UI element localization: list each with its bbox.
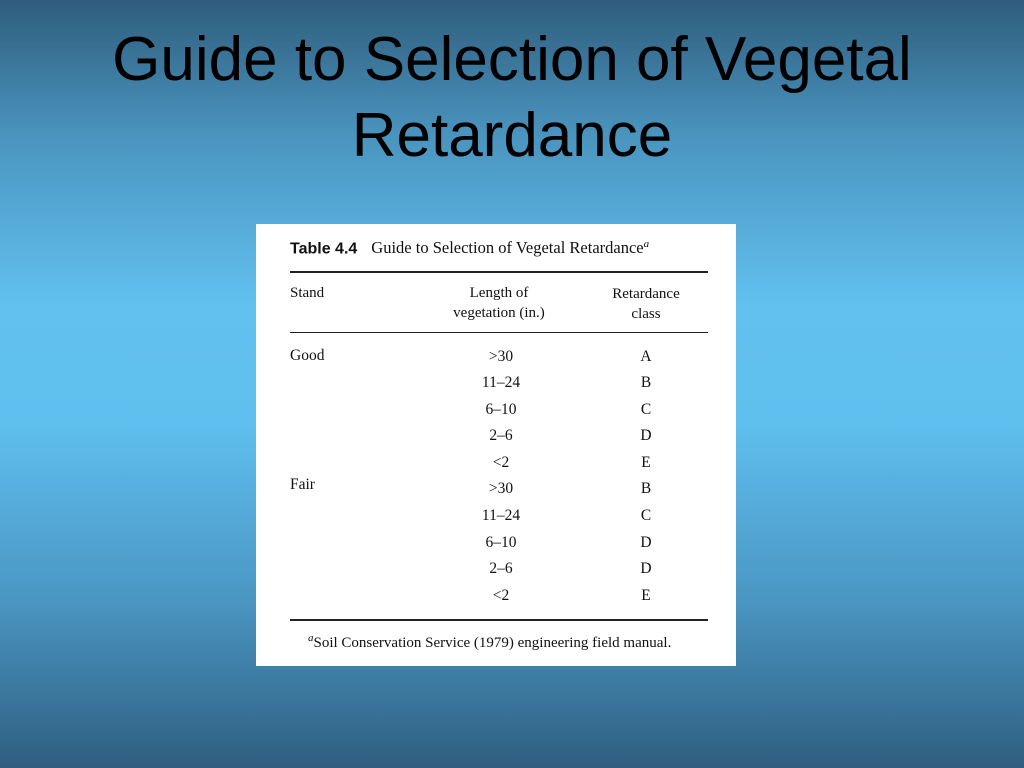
table-row — [256, 401, 736, 427]
class-cell: D — [640, 534, 652, 551]
slide-title — [0, 22, 1024, 174]
header-class-line-2: class — [631, 306, 661, 322]
bottom-rule — [290, 619, 708, 621]
header-stand: Stand — [290, 285, 325, 301]
length-cell: >30 — [488, 480, 514, 497]
footnote-text: Soil Conservation Service (1979) engineering field manual. — [313, 635, 672, 651]
class-cell: C — [640, 401, 652, 418]
class-cell: A — [640, 348, 652, 365]
header-rule — [290, 332, 708, 333]
table-caption — [290, 238, 649, 258]
table-row — [256, 454, 736, 480]
table-row — [256, 587, 736, 613]
length-cell: >30 — [488, 348, 514, 365]
table-row — [256, 507, 736, 533]
length-cell: 2–6 — [489, 427, 513, 444]
length-cell: 6–10 — [485, 534, 517, 551]
length-cell: <2 — [492, 454, 510, 471]
footnote-marker: a — [308, 632, 314, 644]
table-row — [256, 374, 736, 400]
slide-title-line-2: Retardance — [351, 101, 673, 170]
table-footnote — [308, 632, 671, 652]
retardance-table — [256, 224, 736, 666]
table-title-note-marker: a — [643, 238, 650, 250]
class-cell: B — [640, 480, 652, 497]
slide-title-line-1: Guide to Selection of Vegetal — [112, 25, 912, 94]
table-number: Table 4.4 — [290, 240, 358, 258]
class-cell: E — [641, 587, 651, 604]
header-length-line-1: Length of — [469, 285, 529, 301]
header-length — [434, 283, 564, 323]
header-class — [596, 284, 696, 324]
class-cell: D — [640, 560, 652, 577]
class-cell: D — [640, 427, 652, 444]
class-cell: E — [641, 454, 651, 471]
table-title: Guide to Selection of Vegetal Retardance — [371, 238, 644, 258]
class-cell: B — [640, 374, 652, 391]
table-row — [256, 348, 736, 374]
stand-good: Good — [290, 347, 325, 364]
top-rule — [290, 271, 708, 273]
header-class-line-1: Retardance — [612, 286, 680, 302]
stand-fair: Fair — [290, 476, 315, 493]
length-cell: 11–24 — [481, 374, 521, 391]
table-row — [256, 480, 736, 506]
header-length-line-2: vegetation (in.) — [453, 305, 545, 321]
length-cell: <2 — [492, 587, 510, 604]
table-row — [256, 534, 736, 560]
class-cell: C — [640, 507, 652, 524]
table-row — [256, 560, 736, 586]
length-cell: 11–24 — [481, 507, 521, 524]
length-cell: 6–10 — [485, 401, 517, 418]
length-cell: 2–6 — [489, 560, 513, 577]
table-row — [256, 427, 736, 453]
